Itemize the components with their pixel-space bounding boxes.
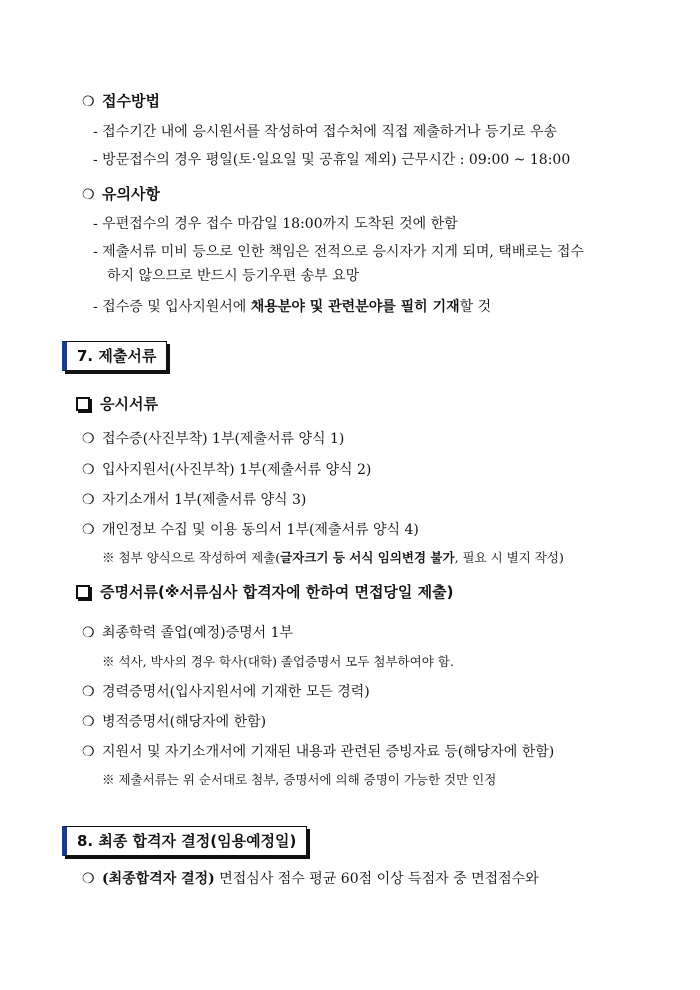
section-8-title: 8. 최종 합격자 결정(임용예정일): [62, 826, 307, 856]
checkbox-square-icon: [76, 397, 90, 411]
checkbox-square-icon: [76, 585, 90, 599]
list-item: ❍ 병적증명서(해당자에 한함): [82, 714, 267, 730]
list-item: ❍ 최종학력 졸업(예정)증명서 1부: [82, 625, 294, 641]
proof-docs-title: 증명서류(※서류심사 합격자에 한하여 면접당일 제출): [100, 583, 454, 601]
circle-bullet-icon: ❍: [82, 714, 95, 730]
list-item: ❍ 지원서 및 자기소개서에 기재된 내용과 관련된 증빙자료 등(해당자에 한함): [82, 744, 555, 760]
proof-docs-note: ※ 제출서류는 위 순서대로 첨부, 증명서에 의해 증명이 가능한 것만 인정: [102, 772, 497, 787]
circle-bullet-icon: ❍: [82, 684, 95, 700]
receipt-title: 접수방법: [102, 92, 160, 110]
list-item: ❍ 자기소개서 1부(제출서류 양식 3): [82, 492, 307, 508]
receipt-item: - 접수기간 내에 응시원서를 작성하여 접수처에 직접 제출하거나 등기로 우송: [93, 124, 558, 140]
notice-item: - 우편접수의 경우 접수 마감일 18:00까지 도착된 것에 한함: [93, 216, 458, 232]
list-item: ❍ (최종합격자 결정) 면접심사 점수 평균 60점 이상 득점자 중 면접점수와: [82, 871, 539, 887]
notice-item-continued: 하지 않으므로 반드시 등기우편 송부 요망: [107, 268, 360, 284]
list-item: ❍ 개인정보 수집 및 이용 동의서 1부(제출서류 양식 4): [82, 522, 419, 538]
receipt-heading: [82, 92, 160, 111]
circle-bullet-icon: ❍: [82, 522, 95, 538]
proof-docs-heading: [76, 583, 453, 602]
circle-bullet-icon: ❍: [82, 492, 95, 508]
apply-docs-heading: [76, 395, 158, 414]
proof-docs-note: ※ 석사, 박사의 경우 학사(대학) 졸업증명서 모두 첨부하여야 함.: [102, 654, 454, 669]
circle-bullet-icon: ❍: [82, 462, 95, 478]
circle-bullet-icon: ❍: [82, 625, 95, 641]
circle-bullet-icon: ❍: [82, 187, 95, 203]
notice-item-emphasis: [93, 298, 491, 316]
notice-heading: [82, 185, 160, 204]
circle-bullet-icon: ❍: [82, 871, 95, 887]
apply-docs-title: 응시서류: [100, 395, 158, 413]
list-item: ❍ 경력증명서(입사지원서에 기재한 모든 경력): [82, 684, 370, 700]
circle-bullet-icon: ❍: [82, 744, 95, 760]
list-item: ❍ 접수증(사진부착) 1부(제출서류 양식 1): [82, 431, 345, 447]
notice-item: - 제출서류 미비 등으로 인한 책임은 전적으로 응시자가 지게 되며, 택배로는 접수: [93, 244, 584, 260]
notice-last-suffix: 할 것: [459, 299, 492, 315]
circle-bullet-icon: ❍: [82, 94, 95, 110]
notice-last-bold: 채용분야 및 관련분야를 필히 기재: [250, 299, 460, 315]
receipt-item: - 방문접수의 경우 평일(토·일요일 및 공휴일 제외) 근무시간 : 09:00 ~ 18:00: [93, 152, 571, 168]
notice-last-prefix: - 접수증 및 입사지원서에: [93, 299, 251, 315]
list-item: ❍ 입사지원서(사진부착) 1부(제출서류 양식 2): [82, 462, 372, 478]
notice-title: 유의사항: [102, 185, 160, 203]
circle-bullet-icon: ❍: [82, 431, 95, 447]
section-7-title: 7. 제출서류: [62, 341, 167, 371]
apply-docs-note: ※ 첨부 양식으로 작성하여 제출(글자크기 등 서식 임의변경 불가, 필요 시 별지 작성): [102, 550, 564, 565]
